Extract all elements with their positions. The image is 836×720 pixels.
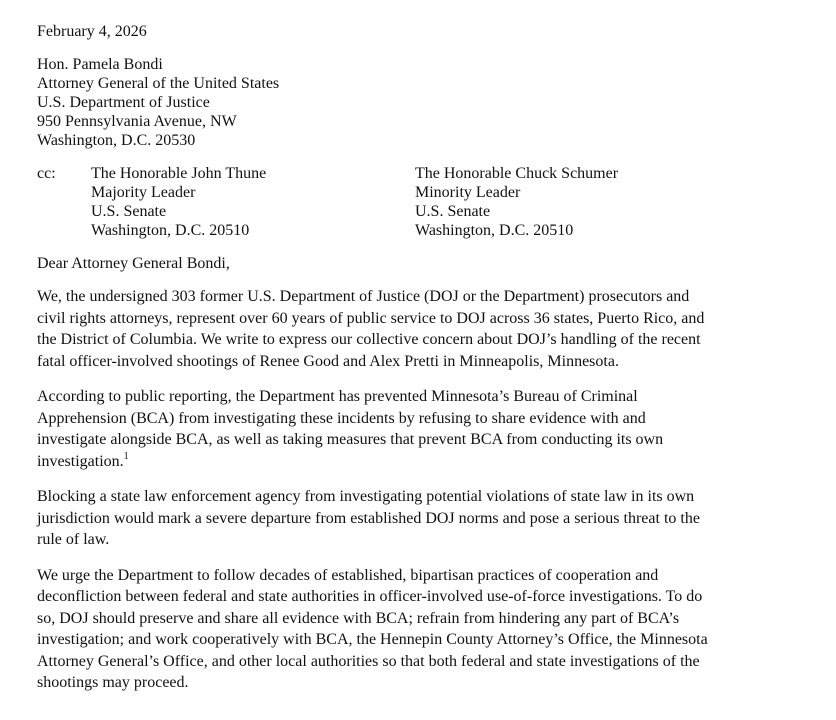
paragraph-line: investigate alongside BCA, as well as taking measures that prevent BCA from conducting its own bbox=[37, 431, 664, 448]
paragraph-line: We urge the Department to follow decades of established, bipartisan practices of cooperation and bbox=[37, 566, 659, 584]
recipient-address bbox=[37, 55, 797, 150]
letter-date: February 4, 2026 bbox=[37, 23, 147, 40]
cc-recipient-schumer bbox=[415, 164, 618, 240]
paragraph-line: Attorney General’s Office, and other local authorities so that both federal and state investigations of the bbox=[37, 652, 700, 670]
cc-title: Minority Leader bbox=[415, 184, 521, 201]
cc-city: Washington, D.C. 20510 bbox=[91, 222, 250, 239]
paragraph-line: shootings may proceed. bbox=[37, 674, 189, 691]
recipient-city: Washington, D.C. 20530 bbox=[37, 132, 196, 149]
cc-name: The Honorable John Thune bbox=[91, 165, 267, 182]
recipient-name: Hon. Pamela Bondi bbox=[37, 56, 163, 73]
paragraph-line: fatal officer-involved shootings of Renee Good and Alex Pretti in Minneapolis, Minnesota. bbox=[37, 352, 619, 370]
paragraph-line bbox=[37, 451, 797, 473]
cc-org: U.S. Senate bbox=[91, 203, 167, 220]
recipient-street: 950 Pennsylvania Avenue, NW bbox=[37, 113, 237, 130]
cc-title: Majority Leader bbox=[91, 184, 196, 201]
paragraph-line: We, the undersigned 303 former U.S. Department of Justice (DOJ or the Department) prosecutors and bbox=[37, 288, 690, 305]
paragraph-line: According to public reporting, the Department has prevented Minnesota’s Bureau of Criminal bbox=[37, 388, 638, 405]
paragraph-line: deconfliction between federal and state authorities in officer-involved use-of-force investigations. To do bbox=[37, 588, 703, 605]
cc-city: Washington, D.C. 20510 bbox=[415, 222, 574, 239]
paragraph-line: civil rights attorneys, represent over 60 years of public service to DOJ across 36 states, Puerto Rico, and bbox=[37, 309, 705, 327]
footnote-marker[interactable]: 1 bbox=[123, 450, 129, 462]
cc-label: cc: bbox=[37, 165, 56, 182]
recipient-org: U.S. Department of Justice bbox=[37, 94, 210, 111]
paragraph-line: Blocking a state law enforcement agency from investigating potential violations of state law in its own bbox=[37, 488, 695, 505]
paragraph-blocking bbox=[37, 486, 797, 551]
paragraph-text: investigation. bbox=[37, 452, 124, 470]
paragraph-reporting bbox=[37, 386, 797, 472]
paragraph-urge bbox=[37, 565, 797, 694]
cc-org: U.S. Senate bbox=[415, 203, 491, 220]
cc-block bbox=[37, 164, 797, 240]
paragraph-line: Apprehension (BCA) from investigating these incidents by refusing to share evidence with and bbox=[37, 409, 646, 427]
salutation: Dear Attorney General Bondi, bbox=[37, 255, 230, 272]
paragraph-line: so, DOJ should preserve and share all evidence with BCA; refrain from hindering any part of BCA’s bbox=[37, 609, 680, 627]
recipient-title: Attorney General of the United States bbox=[37, 75, 280, 92]
cc-name: The Honorable Chuck Schumer bbox=[415, 165, 619, 182]
letter-page bbox=[37, 22, 797, 708]
paragraph-line: jurisdiction would mark a severe departure from established DOJ norms and pose a serious threat to the bbox=[37, 509, 700, 527]
paragraph-line: the District of Columbia. We write to express our collective concern about DOJ’s handling of the recent bbox=[37, 331, 701, 348]
paragraph-line: rule of law. bbox=[37, 531, 110, 548]
cc-recipient-thune bbox=[91, 164, 266, 240]
paragraph-intro bbox=[37, 286, 797, 372]
paragraph-line: investigation; and work cooperatively with BCA, the Hennepin County Attorney’s Office, the Minnesota bbox=[37, 631, 708, 648]
